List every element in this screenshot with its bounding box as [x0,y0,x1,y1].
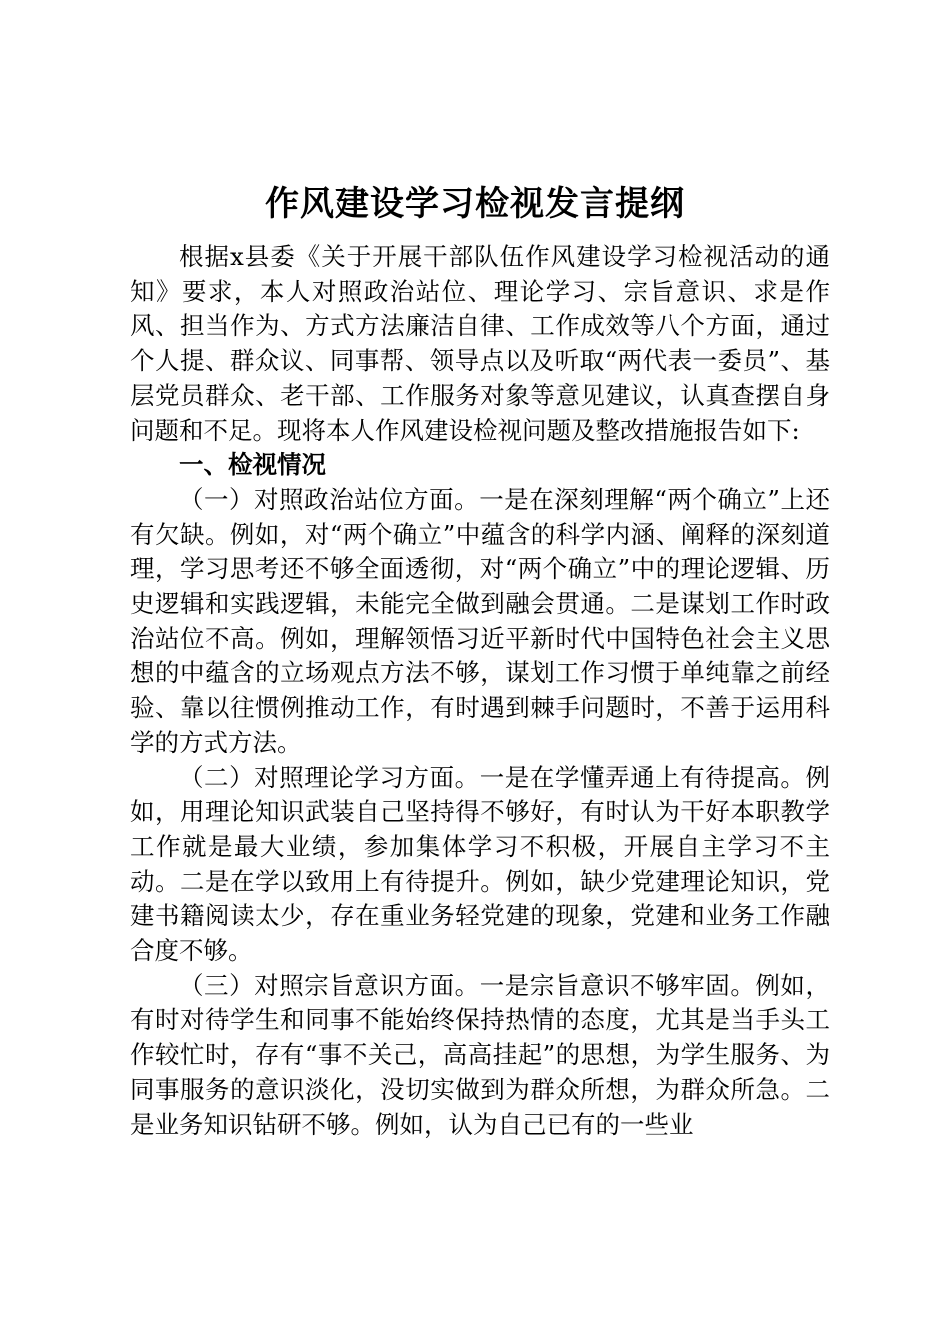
paragraph-theory-study: （二）对照理论学习方面。一是在学懂弄通上有待提高。例如，用理论知识武装自己坚持得不够好，有时认为干好本职教学工作就是最大业绩，参加集体学习不积极，开展自主学习不主动。二是在学以致用上有待提升。例如，缺少党建理论知识，党建书籍阅读太少，存在重业务轻党建的现象，党建和业务工作融合度不够。 [130,762,830,966]
document-body [130,240,830,1142]
paragraph-political-stance: （一）对照政治站位方面。一是在深刻理解“两个确立”上还有欠缺。例如，对“两个确立”中蕴含的科学内涵、阐释的深刻道理，学习思考还不够全面透彻，对“两个确立”中的理论逻辑、历史逻辑和实践逻辑，未能完全做到融会贯通。二是谋划工作时政治站位不高。例如，理解领悟习近平新时代中国特色社会主义思想的中蕴含的立场观点方法不够，谋划工作习惯于单纯靠之前经验、靠以往惯例推动工作，有时遇到棘手问题时，不善于运用科学的方式方法。 [130,484,830,757]
intro-paragraph: 根据x县委《关于开展干部队伍作风建设学习检视活动的通知》要求，本人对照政治站位、理论学习、宗旨意识、求是作风、担当作为、方式方法廉洁自律、工作成效等八个方面，通过个人提、群众议、同事帮、领导点以及听取“两代表一委员”、基层党员群众、老干部、工作服务对象等意见建议，认真查摆自身问题和不足。现将本人作风建设检视问题及整改措施报告如下: [130,242,830,445]
paragraph-purpose-awareness: （三）对照宗旨意识方面。一是宗旨意识不够牢固。例如，有时对待学生和同事不能始终保持热情的态度，尤其是当手头工作较忙时，存有“事不关己，高高挂起”的思想，为学生服务、为同事服务的意识淡化，没切实做到为群众所想，为群众所急。二是业务知识钻研不够。例如，认为自己已有的一些业 [130,970,830,1139]
document-title: 作风建设学习检视发言提纲 [265,184,685,224]
section-heading-inspection: 一、检视情况 [179,450,326,480]
